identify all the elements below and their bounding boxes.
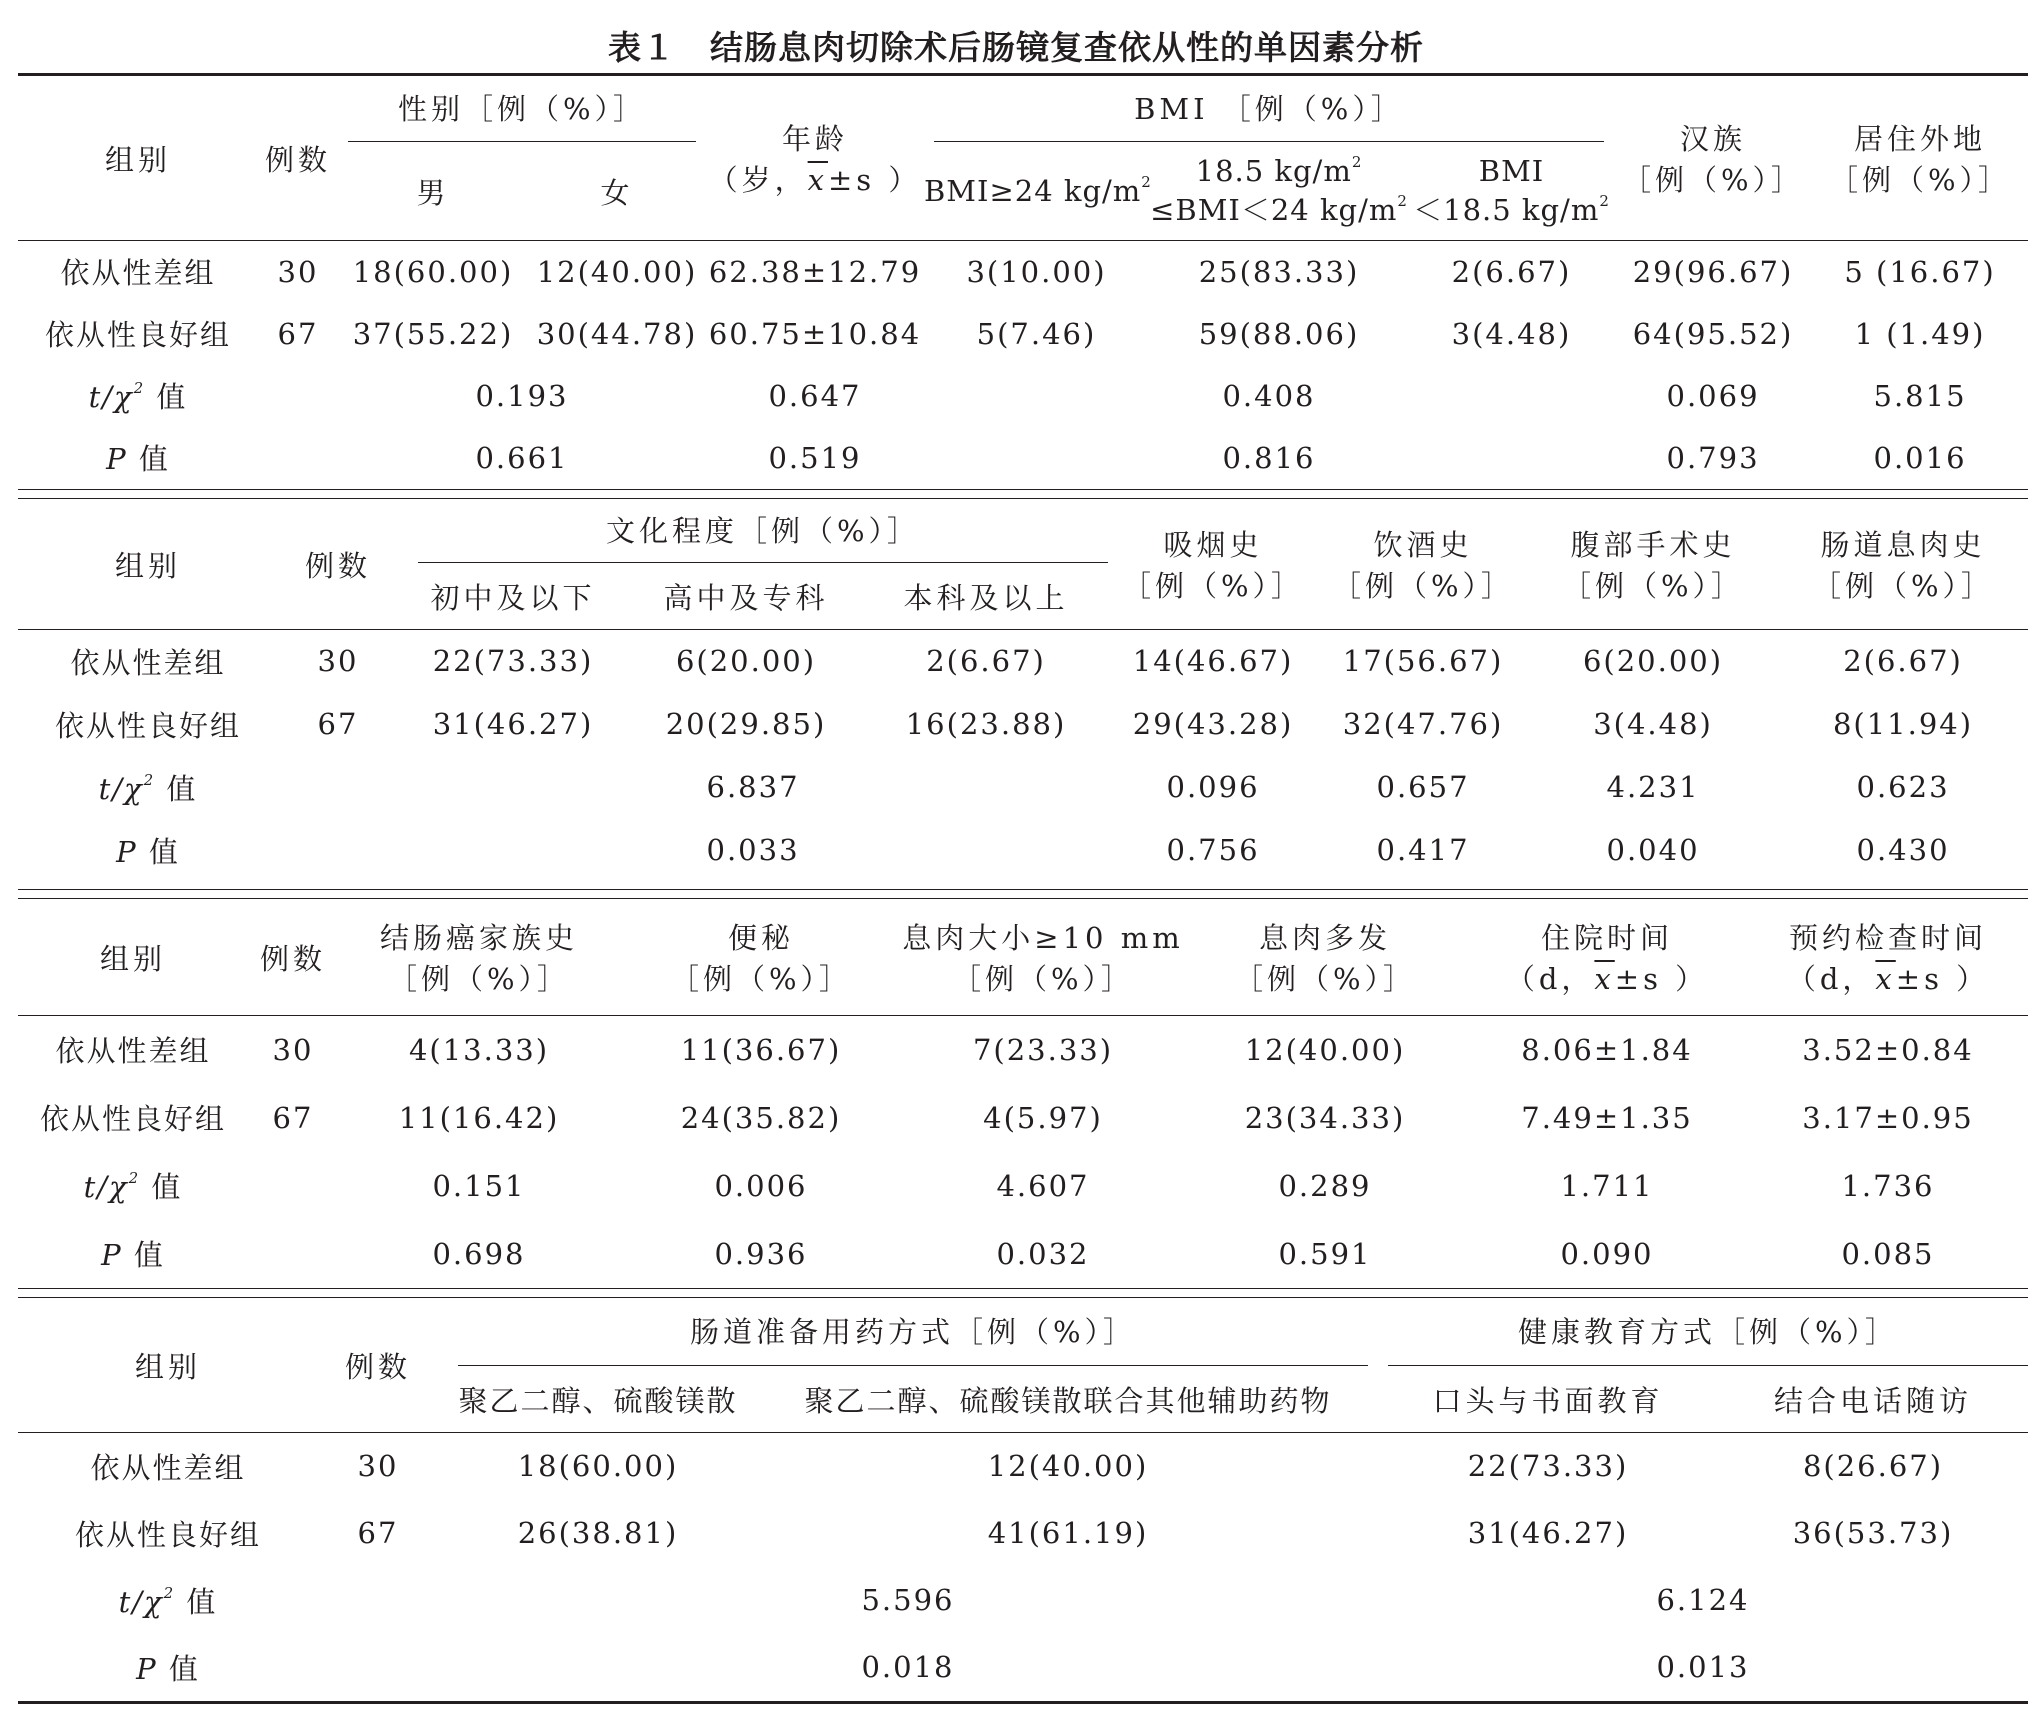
- cell: 30(44.78): [536, 316, 698, 351]
- header-bowel-prep: 肠道准备用药方式［例（%）］: [458, 1299, 1368, 1366]
- cell: 59(88.06): [1198, 316, 1360, 351]
- cell: 0.032: [996, 1236, 1090, 1271]
- header-group: 组别: [104, 142, 171, 177]
- row-label-p: P 值: [116, 834, 180, 869]
- table-row: [18, 1500, 2028, 1567]
- header-group: 组别: [134, 1349, 201, 1384]
- header-edu-3: 本科及以上: [903, 580, 1069, 615]
- cell: 4(5.97): [983, 1100, 1103, 1135]
- cell: 64(95.52): [1632, 316, 1794, 351]
- cell: 0.090: [1560, 1236, 1654, 1271]
- header-residence: 居住外地 ［例（%）］: [1828, 122, 2012, 197]
- table-row: [18, 241, 2028, 303]
- cell: 6.837: [706, 770, 800, 804]
- header-health-education: 健康教育方式［例（%）］: [1388, 1299, 2028, 1366]
- cell: 24(35.82): [680, 1100, 842, 1135]
- cell: 3.52±0.84: [1802, 1032, 1974, 1067]
- header-sex: 性别［例（%）］: [348, 77, 696, 142]
- cell: 5 (16.67): [1844, 254, 1996, 289]
- row-label-poor: 依从性差组: [60, 256, 216, 291]
- table-row: [18, 1567, 2028, 1634]
- cell: 1 (1.49): [1854, 316, 1986, 351]
- cell: 32(47.76): [1342, 707, 1504, 741]
- header-appointment-days: 预约检查时间 （d，$\overline{x}\pm s$ ）: [1786, 921, 1990, 996]
- cell: 12(40.00): [987, 1449, 1149, 1484]
- cell: 1.711: [1560, 1168, 1654, 1203]
- header-group: 组别: [99, 941, 166, 976]
- header-group: 组别: [114, 548, 181, 583]
- cell: 8.06±1.84: [1521, 1032, 1693, 1067]
- cell: 0.408: [1222, 378, 1316, 413]
- header-count: 例数: [344, 1349, 411, 1384]
- cell: 11(36.67): [680, 1032, 842, 1067]
- table-title: 表１ 结肠息肉切除术后肠镜复查依从性的单因素分析: [608, 28, 1424, 67]
- row-label-stat: $t/\chi^2$ 值: [88, 379, 188, 414]
- cell: 5(7.46): [976, 316, 1097, 351]
- cell: 8(26.67): [1802, 1449, 1944, 1484]
- cell: 3(4.48): [1451, 316, 1572, 351]
- cell: 41(61.19): [987, 1516, 1149, 1550]
- header-edu-1: 口头与书面教育: [1432, 1383, 1664, 1418]
- cell: 0.016: [1873, 440, 1967, 475]
- cell: 25(83.33): [1198, 254, 1360, 289]
- cell: 23(34.33): [1244, 1100, 1406, 1135]
- cell: 67: [317, 707, 359, 741]
- cell: 6.124: [1656, 1583, 1750, 1617]
- header-bmi: BMI ［例（%）］: [934, 77, 1604, 142]
- cell: 6(20.00): [1582, 644, 1724, 679]
- table-row: [18, 303, 2028, 365]
- cell: 20(29.85): [665, 707, 827, 741]
- header-bmi-mid: 18.5 $kg/m^2$ ≤BMI＜24 $kg/m^2$: [1150, 152, 1408, 227]
- row-label-p: P 值: [136, 1651, 200, 1686]
- cell: 7.49±1.35: [1521, 1100, 1693, 1135]
- header-female: 女: [600, 175, 634, 210]
- header-hospital-days: 住院时间 （d，$\overline{x}\pm s$ ）: [1505, 921, 1709, 996]
- table-row: [18, 427, 2028, 489]
- cell: 8(11.94): [1832, 707, 1974, 741]
- header-bmi-ge24: BMI≥24 $kg/m^2$: [924, 173, 1152, 208]
- row-label-p: P 值: [101, 1238, 165, 1272]
- header-smoke: 吸烟史 ［例（%）］: [1122, 528, 1305, 603]
- row-label-stat: $t/\chi^2$ 值: [83, 1169, 183, 1204]
- table-row: [18, 1016, 2028, 1084]
- cell: 0.698: [432, 1236, 526, 1271]
- header-family-history: 结肠癌家族史 ［例（%）］: [379, 921, 578, 996]
- cell: 62.38±12.79: [708, 254, 922, 289]
- row-label-p: P 值: [106, 442, 170, 476]
- table-row: [18, 365, 2028, 427]
- table-row: [18, 693, 2028, 756]
- table-row: [18, 1220, 2028, 1288]
- cell: 37(55.22): [352, 316, 514, 351]
- row-label-good: 依从性良好组: [44, 318, 231, 352]
- table-row: [18, 756, 2028, 819]
- cell: 16(23.88): [905, 707, 1067, 741]
- cell: 6(20.00): [675, 644, 817, 679]
- cell: 0.647: [768, 378, 862, 413]
- cell: 0.085: [1841, 1236, 1935, 1271]
- cell: 11(16.42): [398, 1100, 560, 1135]
- table-section-3: [18, 898, 2028, 1288]
- cell: 0.519: [768, 440, 862, 475]
- cell: 36(53.73): [1792, 1516, 1954, 1550]
- header-drink: 饮酒史 ［例（%）］: [1332, 528, 1515, 603]
- cell: 17(56.67): [1342, 644, 1504, 679]
- cell: 0.033: [706, 833, 800, 867]
- cell: 0.013: [1656, 1650, 1750, 1684]
- cell: 31(46.27): [432, 707, 594, 741]
- header-constipation: 便秘 ［例（%）］: [669, 921, 853, 996]
- cell: 4.231: [1606, 770, 1700, 804]
- cell: 1.736: [1841, 1168, 1935, 1203]
- cell: 0.816: [1222, 440, 1316, 475]
- header-education: 文化程度［例（%）］: [418, 500, 1108, 563]
- cell: 0.657: [1376, 770, 1470, 804]
- row-label-poor: 依从性差组: [90, 1450, 246, 1485]
- cell: 18(60.00): [517, 1449, 679, 1484]
- cell: 5.815: [1873, 378, 1967, 413]
- cell: 0.591: [1278, 1236, 1372, 1271]
- cell: 3(4.48): [1593, 707, 1713, 741]
- cell: 18(60.00): [352, 254, 514, 289]
- header-han: 汉族 ［例（%）］: [1621, 122, 1805, 197]
- table-row: [18, 1433, 2028, 1500]
- cell: 29(96.67): [1632, 254, 1794, 289]
- cell: 0.096: [1166, 770, 1260, 804]
- row-label-good: 依从性良好组: [74, 1517, 261, 1552]
- table-section-1: [18, 73, 2028, 489]
- header-polyp-history: 肠道息肉史 ［例（%）］: [1812, 528, 1995, 603]
- cell: 26(38.81): [517, 1516, 679, 1550]
- cell: 29(43.28): [1132, 707, 1294, 741]
- header-bmi-lt: BMI ＜18.5 $kg/m^2$: [1413, 153, 1610, 227]
- cell: 12(40.00): [1244, 1032, 1406, 1067]
- cell: 0.040: [1606, 833, 1700, 867]
- cell: 0.756: [1166, 833, 1260, 867]
- header-polyp-multiple: 息肉多发 ［例（%）］: [1233, 921, 1417, 996]
- cell: 30: [317, 644, 359, 679]
- table-section-2: [18, 498, 2028, 882]
- header-count: 例数: [304, 548, 371, 583]
- header-prep-2: 聚乙二醇、硫酸镁散联合其他辅助药物: [804, 1383, 1332, 1418]
- cell: 0.793: [1666, 440, 1760, 475]
- cell: 0.289: [1278, 1168, 1372, 1203]
- row-label-good: 依从性良好组: [54, 708, 241, 743]
- cell: 0.417: [1376, 833, 1470, 867]
- header-edu-2: 高中及专科: [663, 580, 829, 615]
- row-label-poor: 依从性差组: [55, 1034, 211, 1069]
- cell: 14(46.67): [1132, 644, 1294, 679]
- header-edu-1: 初中及以下: [430, 580, 596, 615]
- cell: 22(73.33): [1467, 1449, 1629, 1484]
- header-prep-1: 聚乙二醇、硫酸镁散: [458, 1383, 738, 1418]
- cell: 30: [272, 1032, 314, 1067]
- cell: 0.936: [714, 1236, 808, 1271]
- cell: 67: [357, 1516, 399, 1550]
- cell: 4(13.33): [408, 1032, 550, 1067]
- header-count: 例数: [259, 941, 326, 976]
- row-label-poor: 依从性差组: [70, 645, 226, 680]
- cell: 7(23.33): [972, 1032, 1114, 1067]
- cell: 12(40.00): [536, 254, 698, 289]
- table-row: [18, 630, 2028, 693]
- header-edu-2: 结合电话随访: [1773, 1383, 1972, 1418]
- table-row: [18, 819, 2028, 882]
- cell: 0.193: [475, 378, 569, 413]
- header-polyp-size: 息肉大小≥10 mm ［例（%）］: [902, 921, 1184, 996]
- cell: 4.607: [996, 1168, 1090, 1203]
- cell: 30: [357, 1449, 399, 1484]
- row-label-good: 依从性良好组: [39, 1102, 226, 1136]
- row-label-stat: $t/\chi^2$ 值: [98, 770, 198, 806]
- cell: 0.430: [1856, 833, 1950, 867]
- cell: 0.069: [1666, 378, 1760, 413]
- cell: 0.623: [1856, 770, 1950, 804]
- cell: 2(6.67): [1451, 254, 1572, 289]
- header-surgery: 腹部手术史 ［例（%）］: [1562, 528, 1745, 603]
- table-row: [18, 1634, 2028, 1701]
- cell: 67: [272, 1100, 314, 1135]
- row-label-stat: $t/\chi^2$ 值: [118, 1583, 218, 1619]
- cell: 30: [277, 254, 319, 289]
- table-row: [18, 1084, 2028, 1152]
- cell: 60.75±10.84: [708, 316, 922, 351]
- cell: 2(6.67): [1843, 644, 1963, 679]
- table-section-4: [18, 1297, 2028, 1704]
- cell: 3(10.00): [966, 254, 1107, 289]
- header-count: 例数: [264, 142, 331, 177]
- cell: 22(73.33): [432, 644, 594, 679]
- cell: 31(46.27): [1467, 1516, 1629, 1550]
- cell: 67: [277, 316, 319, 351]
- cell: 0.151: [432, 1168, 526, 1203]
- cell: 0.006: [714, 1168, 808, 1203]
- cell: 0.018: [861, 1650, 955, 1684]
- table-row: [18, 1152, 2028, 1220]
- cell: 2(6.67): [926, 644, 1046, 679]
- header-age: 年龄 （岁，$\overline{x}\pm s$ ）: [708, 122, 922, 197]
- cell: 5.596: [861, 1583, 955, 1617]
- header-male: 男: [416, 175, 450, 210]
- cell: 0.661: [475, 440, 569, 475]
- cell: 3.17±0.95: [1802, 1100, 1974, 1135]
